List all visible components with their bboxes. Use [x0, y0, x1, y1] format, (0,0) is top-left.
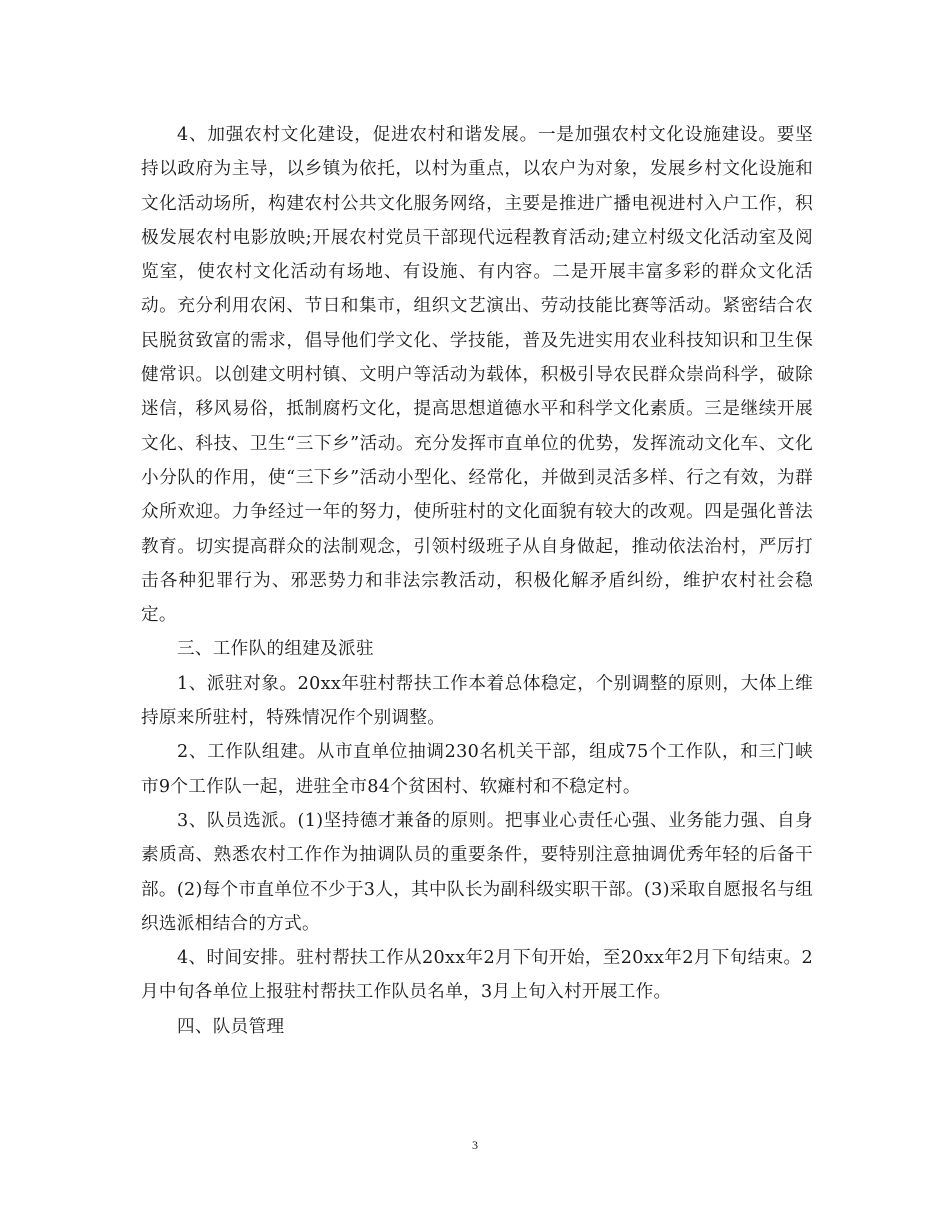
paragraph-rural-culture: 4、加强农村文化建设，促进农村和谐发展。一是加强农村文化设施建设。要坚持以政府为主导，以乡镇为依托，以村为重点，以农户为对象，发展乡村文化设施和文化活动场所，构建农村公共文化服务网络，主要是推进广播电视进村入户工作，积极发展农村电影放映;开展农村党员干部现代远程教育活动;建立村级文化活动室及阅览室，使农村文化活动有场地、有设施、有内容。二是开展丰富多彩的群众文化活动。充分利用农闲、节日和集市，组织文艺演出、劳动技能比赛等活动。紧密结合农民脱贫致富的需求，倡导他们学文化、学技能，普及先进实用农业科技知识和卫生保健常识。以创建文明村镇、文明户等活动为载体，积极引导农民群众崇尚科学，破除迷信，移风易俗，抵制腐朽文化，提高思想道德水平和科学文化素质。三是继续开展文化、科技、卫生“三下乡”活动。充分发挥市直单位的优势，发挥流动文化车、文化小分队的作用，使“三下乡”活动小型化、经常化，并做到灵活多样、行之有效，为群众所欢迎。力争经过一年的努力，使所驻村的文化面貌有较大的改观。四是强化普法教育。切实提高群众的法制观念，引领村级班子从自身做起，推动依法治村，严厉打击各种犯罪行为、邪恶势力和非法宗教活动，积极化解矛盾纠纷，维护农村社会稳定。: [141, 125, 813, 626]
paragraph-team-formation: 2、工作队组建。从市直单位抽调230名机关干部，组成75个工作队，和三门峡市9个工作队一起，进驻全市84个贫困村、软瘫村和不稳定村。: [141, 742, 813, 797]
heading-member-management: 四、队员管理: [177, 1016, 285, 1037]
paragraph-dispatch-target: 1、派驻对象。20xx年驻村帮扶工作本着总体稳定，个别调整的原则，大体上维持原来所驻村，特殊情况作个别调整。: [141, 673, 813, 729]
heading-work-team-formation: 三、工作队的组建及派驻: [177, 639, 374, 660]
paragraph-schedule: 4、时间安排。驻村帮扶工作从20xx年2月下旬开始，至20xx年2月下旬结束。2月中旬各单位上报驻村帮扶工作队员名单，3月上旬入村开展工作。: [141, 948, 813, 1003]
document-body: [141, 118, 813, 1044]
paragraph-member-selection: 3、队员选派。(1)坚持德才兼备的原则。把事业心责任心强、业务能力强、自身素质高、熟悉农村工作作为抽调队员的重要条件，要特别注意抽调优秀年轻的后备干部。(2)每个市直单位不少于3人，其中队长为副科级实职干部。(3)采取自愿报名与组织选派相结合的方式。: [141, 810, 813, 934]
page-number: 3: [472, 1138, 478, 1152]
